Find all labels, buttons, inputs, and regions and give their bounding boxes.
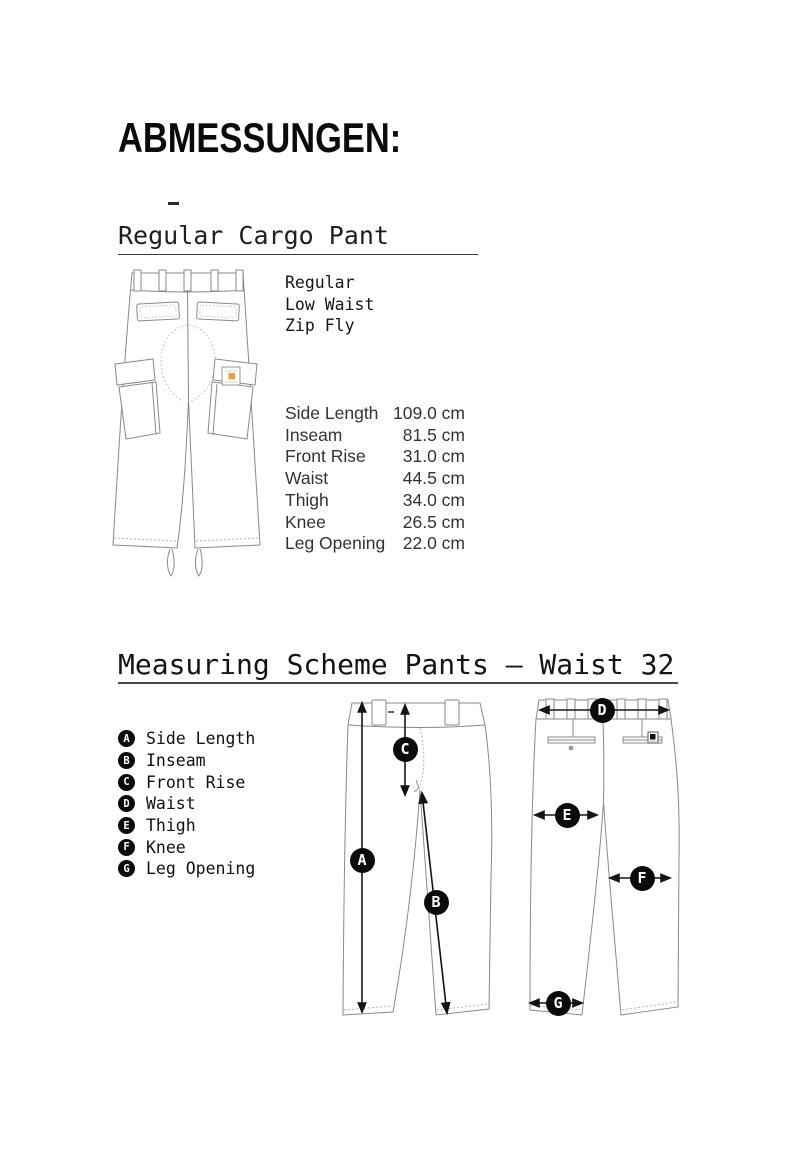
brand-label-icon	[222, 367, 240, 385]
pant-back-outline	[530, 699, 679, 1015]
legend-key-badge: F	[118, 839, 135, 856]
measurement-value: 81.5 cm	[402, 424, 465, 445]
marker-thigh: E	[555, 803, 580, 828]
measurement-value: 26.5 cm	[402, 511, 465, 532]
measurements-table	[285, 403, 465, 555]
marker-knee: F	[630, 866, 655, 891]
legend-label: Side Length	[146, 729, 256, 749]
marker-waist: D	[590, 698, 615, 723]
marker-front-rise: C	[393, 737, 418, 762]
measurement-row	[285, 490, 465, 512]
fit-detail: Zip Fly	[285, 316, 355, 336]
cropped-text-artifact	[168, 202, 179, 205]
legend-label: Waist	[146, 794, 196, 814]
measurement-label: Leg Opening	[285, 533, 386, 554]
measurement-row	[285, 425, 465, 447]
legend-item	[118, 750, 255, 772]
legend-label: Inseam	[146, 751, 206, 771]
measurement-value: 34.0 cm	[402, 489, 465, 510]
drawstring-left	[167, 549, 174, 576]
drawstring-right	[195, 549, 202, 576]
product-name: Regular Cargo Pant	[118, 221, 389, 250]
legend-label: Front Rise	[146, 772, 246, 792]
page-title: ABMESSUNGEN:	[118, 114, 402, 161]
measurement-row	[285, 533, 465, 555]
pant-back-svg	[522, 698, 692, 1030]
legend-label: Knee	[146, 837, 186, 857]
cargo-pant-back-svg	[112, 267, 264, 582]
measurement-row	[285, 468, 465, 490]
legend-item	[118, 728, 255, 750]
legend-key-badge: D	[118, 795, 135, 812]
scheme-title: Measuring Scheme Pants – Waist 32	[118, 648, 675, 681]
legend-key-badge: E	[118, 817, 135, 834]
fit-details	[285, 272, 374, 337]
legend-item	[118, 836, 255, 858]
legend-key-badge: G	[118, 860, 135, 877]
legend-item	[118, 815, 255, 837]
marker-leg-opening: G	[546, 991, 571, 1016]
measurement-label: Waist	[285, 468, 329, 489]
marker-side-length: A	[350, 848, 375, 873]
legend-key-badge: C	[118, 774, 135, 791]
measurement-value: 109.0 cm	[393, 403, 465, 423]
measurement-row	[285, 403, 465, 425]
legend-key-badge: A	[118, 730, 135, 747]
measurement-label: Inseam	[285, 424, 343, 445]
legend-item	[118, 858, 255, 880]
measurement-label: Thigh	[285, 489, 329, 510]
measurement-value: 22.0 cm	[402, 533, 465, 554]
back-pocket-left	[137, 302, 180, 321]
fit-detail: Regular	[285, 273, 355, 292]
cargo-pant-back-drawing	[112, 267, 264, 582]
scheme-divider	[118, 682, 678, 684]
legend-label: Leg Opening	[146, 859, 256, 879]
legend-item	[118, 771, 255, 793]
pocket-button	[569, 746, 574, 751]
measurement-label: Knee	[285, 511, 326, 532]
legend-label: Thigh	[146, 816, 196, 836]
measurement-value: 44.5 cm	[402, 468, 465, 489]
marker-inseam: B	[424, 890, 449, 915]
back-pocket-right	[197, 302, 240, 321]
pant-outline	[113, 270, 260, 576]
measurement-label: Side Length	[285, 403, 379, 423]
cargo-flap-left	[115, 359, 155, 385]
legend-key-badge: B	[118, 752, 135, 769]
measurement-label: Front Rise	[285, 446, 366, 467]
fit-detail: Low Waist	[285, 294, 375, 314]
measurement-row	[285, 512, 465, 534]
pant-back-diagram	[522, 698, 692, 1030]
measure-legend	[118, 728, 255, 880]
brand-label-icon	[648, 732, 658, 743]
pant-front-diagram	[342, 698, 500, 1030]
measurement-value: 31.0 cm	[402, 446, 465, 467]
measurement-row	[285, 446, 465, 468]
legend-item	[118, 793, 255, 815]
product-divider	[118, 254, 478, 255]
